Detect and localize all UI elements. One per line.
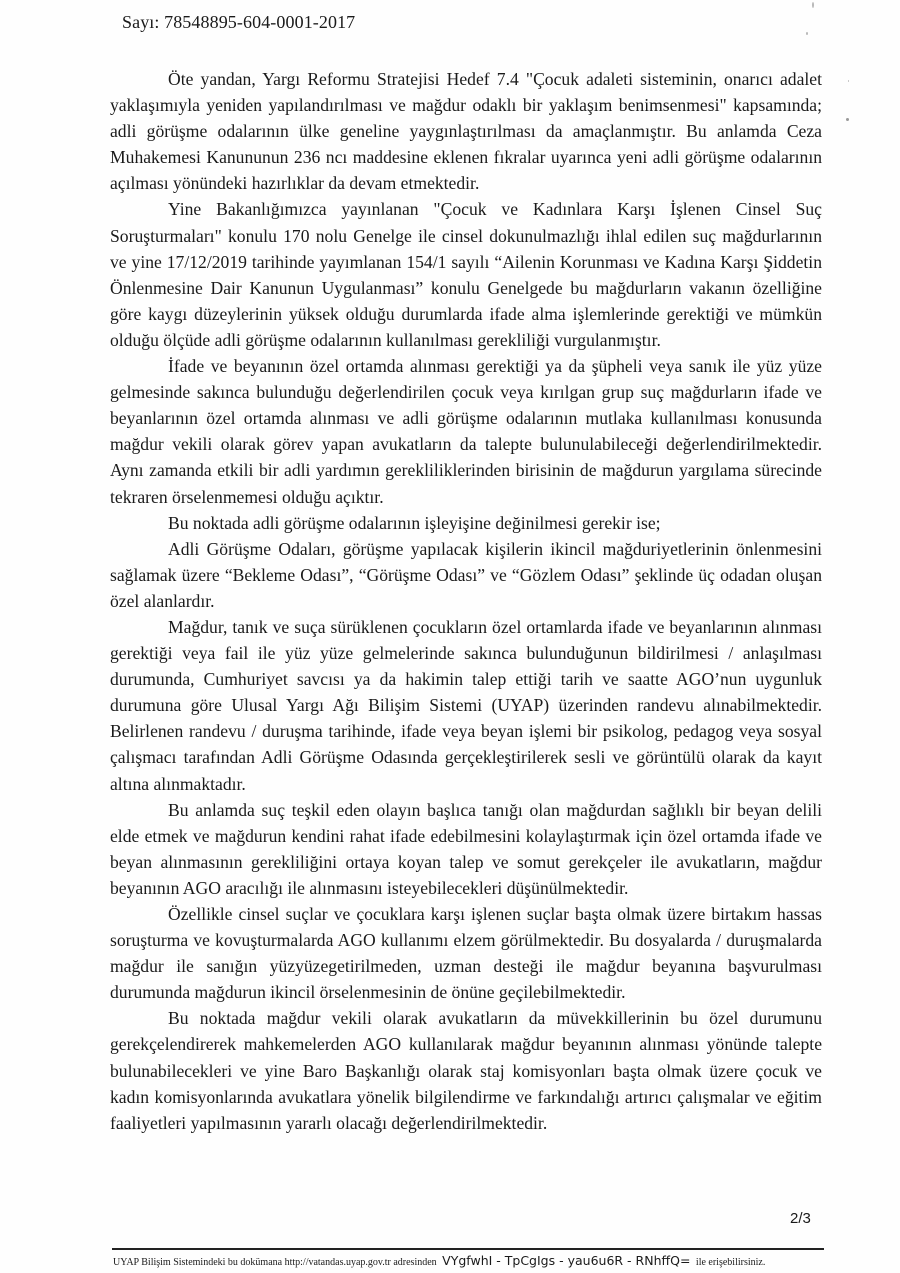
paragraph: Bu noktada adli görüşme odalarının işleyişine değinilmesi gerekir ise; xyxy=(168,512,661,533)
paragraph: Yine Bakanlığımızca yayınlanan "Çocuk ve Kadınlara Karşı İşlenen Cinsel Suç Soruşturmaları" konulu 170 nolu Genelge ile cinsel dokunulmazlığı ihlal edilen suç mağdurlarının ve yine 17/12/2019 tarihinde yayımlanan 154/1 sayılı “Ailenin Korunması ve Kadına Karşı Şiddetin Önlenmesine Dair Kanunun Uygulanması” konulu Genelgede bu mağdurların vakanın özelliğine göre kaygı düzeylerinin yüksek olduğu durumlarda ifade alma işlemlerinde gerektiği ve mümkün olduğu ölçüde adli görüşme odalarının kullanılması gerekliliği vurgulanmıştır. xyxy=(110,199,822,350)
document-body xyxy=(110,66,822,1136)
footer-divider xyxy=(112,1248,824,1250)
scan-speck xyxy=(806,32,808,35)
scan-speck xyxy=(848,80,849,82)
footer-verification xyxy=(113,1253,765,1268)
paragraph: İfade ve beyanının özel ortamda alınması gerektiği ya da şüpheli veya sanık ile yüz yüze gelmesinde sakınca bulunduğu değerlendirilen çocuk veya kırılgan grup suç mağdurların ifade ve beyanlarının özel ortamda alınması ve adli görüşme odalarının mutlaka kullanılması konusunda mağdur vekili olarak görev yapan avukatların da talepte bulunulabileceği değerlendirilmektedir. Aynı zamanda etkili bir adli yardımın gerekliliklerinden birisinin de mağdurun yargılama sürecinde tekraren örselenmemesi olduğu açıktır. xyxy=(110,356,822,507)
scan-speck xyxy=(846,118,849,121)
scan-speck xyxy=(812,2,814,8)
footer-suffix: ile erişebilirsiniz. xyxy=(695,1257,766,1268)
page-number: 2/3 xyxy=(790,1210,811,1227)
reference-number: Sayı: 78548895-604-0001-2017 xyxy=(122,12,356,32)
paragraph: Özellikle cinsel suçlar ve çocuklara karşı işlenen suçlar başta olmak üzere birtakım hassas soruşturma ve kovuşturmalarda AGO kullanımı elzem görülmektedir. Bu dosyalarda / duruşmalarda mağdur ile sanığın yüzyüzegetirilmeden, uzman desteği ile mağdur beyanına başvurulması durumunda mağdurun ikincil örselenmesinin de önüne geçilebilmektedir. xyxy=(110,904,822,1003)
paragraph: Bu anlamda suç teşkil eden olayın başlıca tanığı olan mağdurdan sağlıklı bir beyan delili elde etmek ve mağdurun kendini rahat ifade edebilmesini kolaylaştırmak için özel ortamda ifade ve beyan alınmasının gerekliliğini ortaya koyan talep ve somut gerekçeler ile avukatların, mağdur beyanının AGO aracılığı ile alınmasını isteyebilecekleri düşünülmektedir. xyxy=(110,799,822,898)
paragraph: Bu noktada mağdur vekili olarak avukatların da müvekkillerinin bu özel durumunu gerekçelendirerek mahkemelerden AGO kullanılarak mağdur beyanının alınması yönünde talepte bulunabilecekleri ve yine Baro Başkanlığı olarak staj komisyonları başta olmak üzere çocuk ve kadın komisyonlarında avukatlara yönelik bilgilendirme ve farkındalığı artırıcı çalışmalar ve eğitim faaliyetleri yapılmasının yararlı olacağı değerlendirilmektedir. xyxy=(110,1008,822,1133)
paragraph: Mağdur, tanık ve suça sürüklenen çocukların özel ortamlarda ifade ve beyanlarının alınması gerektiği veya fail ile yüz yüze gelmelerinde sakınca bulunduğunun bildirilmesi / anlaşılması durumunda, Cumhuriyet savcısı ya da hakimin talep ettiği tarih ve saatte AGO’nun uygunluk durumuna göre Ulusal Yargı Ağı Bilişim Sistemi (UYAP) üzerinden randevu alınabilmektedir. Belirlenen randevu / duruşma tarihinde, ifade veya beyan işlemi bir psikolog, pedagog veya sosyal çalışmacı tarafından Adli Görüşme Odasında gerçekleştirilerek sesli ve görüntülü olarak da kayıt altına alınmaktadır. xyxy=(110,616,822,794)
footer-prefix: UYAP Bilişim Sistemindeki bu dokümana http://vatandas.uyap.gov.tr adresinden xyxy=(113,1257,437,1268)
paragraph: Adli Görüşme Odaları, görüşme yapılacak kişilerin ikincil mağduriyetlerinin önlenmesini sağlamak üzere “Bekleme Odası”, “Görüşme Odası” ve “Gözlem Odası” şeklinde üç odadan oluşan özel alanlardır. xyxy=(110,538,822,611)
access-code: VYgfwhI - TpCgIgs - yau6u6R - RNhffQ= xyxy=(442,1253,691,1268)
paragraph: Öte yandan, Yargı Reformu Stratejisi Hedef 7.4 "Çocuk adaleti sisteminin, onarıcı adalet yaklaşımıyla yeniden yapılandırılması ve mağdur odaklı bir yaklaşım benimsenmesi" kapsamında; adli görüşme odalarının ülke geneline yaygınlaştırılması da amaçlanmıştır. Bu anlamda Ceza Muhakemesi Kanununun 236 ncı maddesine eklenen fıkralar uyarınca yeni adli görüşme odalarının açılması yönündeki hazırlıklar da devam etmektedir. xyxy=(110,69,822,194)
